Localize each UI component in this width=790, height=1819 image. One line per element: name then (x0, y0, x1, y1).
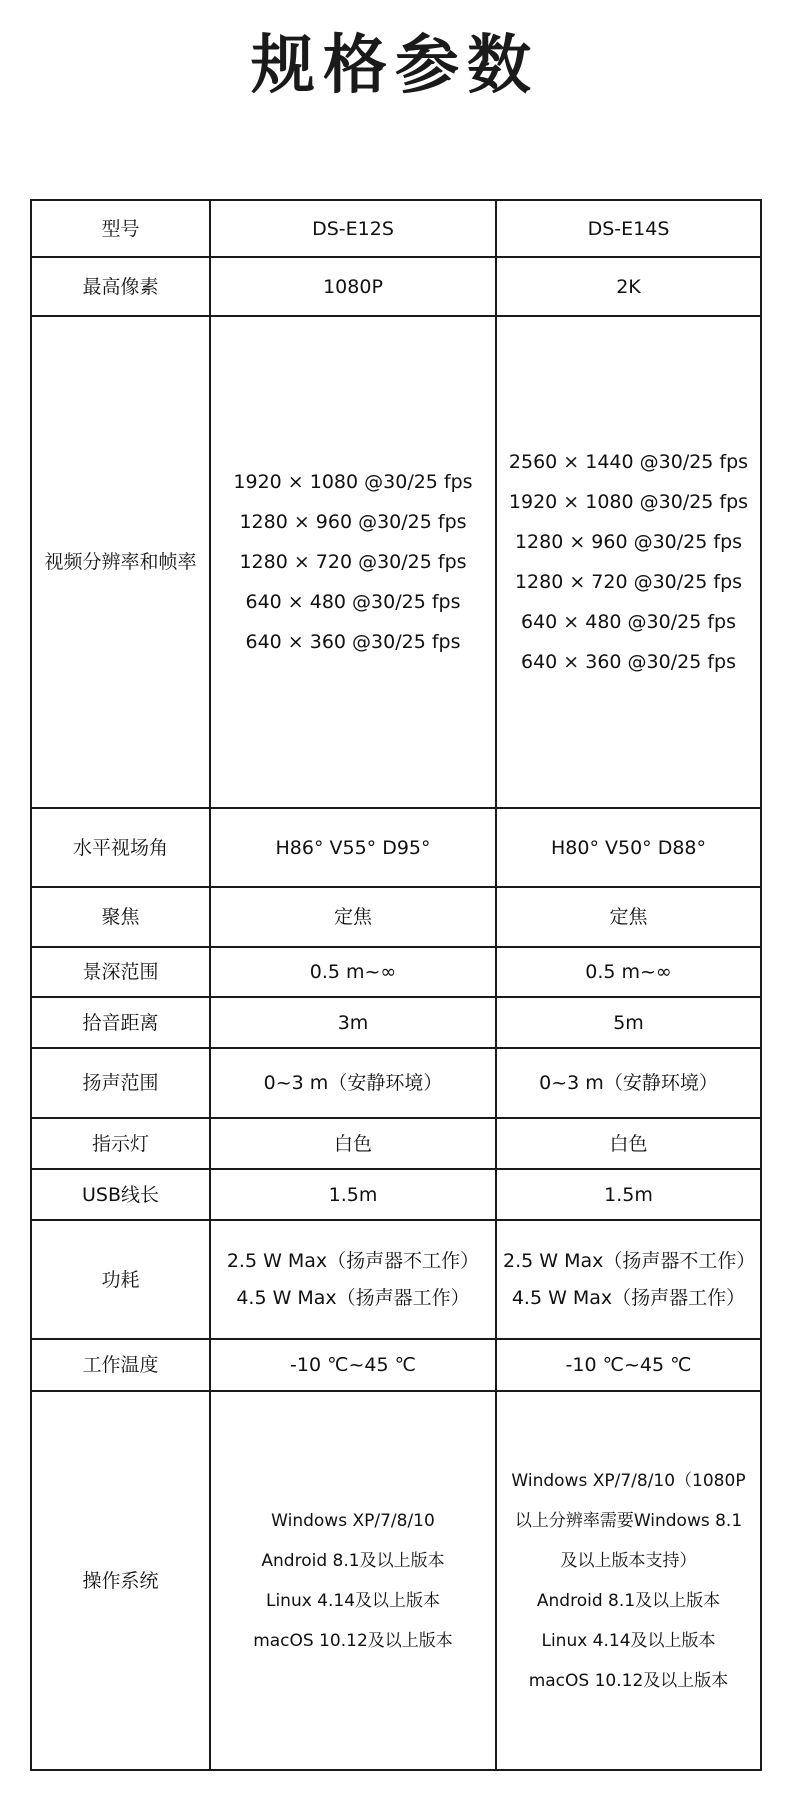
page-title: 规格参数 (251, 29, 539, 103)
spec-value: 2.5 W Max（扬声器不工作） (226, 1249, 480, 1272)
spec-value: H86° V55° D95° (275, 836, 431, 859)
spec-value-cell (496, 887, 761, 947)
spec-row-max_pixels (31, 257, 761, 316)
row-label: 聚焦 (31, 887, 210, 947)
spec-value: 4.5 W Max（扬声器工作） (236, 1286, 470, 1309)
spec-value: 2.5 W Max（扬声器不工作） (503, 1249, 756, 1272)
spec-value: 2560 × 1440 @30/25 fps (508, 451, 749, 473)
spec-value: 1280 × 720 @30/25 fps (239, 551, 467, 573)
spec-value-cell (210, 947, 496, 997)
spec-table (30, 199, 762, 1771)
spec-value: Windows XP/7/8/10 (271, 1510, 435, 1531)
spec-value: 1280 × 960 @30/25 fps (514, 531, 743, 553)
spec-row-speaker (31, 1048, 761, 1118)
row-label: 扬声范围 (31, 1048, 210, 1118)
row-label: 视频分辨率和帧率 (31, 316, 210, 808)
row-label: 功耗 (31, 1220, 210, 1339)
spec-value-cell (210, 257, 496, 316)
spec-value: 1280 × 960 @30/25 fps (239, 511, 467, 533)
spec-value: -10 ℃~45 ℃ (290, 1354, 416, 1376)
spec-row-pickup (31, 997, 761, 1048)
spec-value: 3m (337, 1011, 369, 1034)
spec-row-focus (31, 887, 761, 947)
row-label: 景深范围 (31, 947, 210, 997)
spec-value: Windows XP/7/8/10（1080P (511, 1470, 746, 1491)
spec-value: 1280 × 720 @30/25 fps (514, 571, 743, 593)
spec-value-cell (496, 1339, 761, 1391)
spec-value: 0.5 m~∞ (309, 961, 397, 983)
spec-value-cell (210, 316, 496, 808)
spec-value-cell (210, 1048, 496, 1118)
spec-value: 1920 × 1080 @30/25 fps (508, 491, 749, 513)
spec-value-cell (210, 1339, 496, 1391)
row-label: USB线长 (31, 1169, 210, 1220)
spec-value: 0~3 m（安静环境） (263, 1072, 443, 1094)
spec-value: Linux 4.14及以上版本 (265, 1590, 441, 1611)
spec-value-cell (496, 1048, 761, 1118)
header-row (31, 200, 761, 257)
spec-value-cell (496, 316, 761, 808)
spec-value: Linux 4.14及以上版本 (541, 1630, 716, 1651)
spec-row-fov (31, 808, 761, 887)
spec-value-cell (496, 1118, 761, 1169)
spec-value-cell (496, 1391, 761, 1770)
spec-row-temp (31, 1339, 761, 1391)
spec-row-power (31, 1220, 761, 1339)
spec-value-cell (210, 808, 496, 887)
spec-value: 定焦 (333, 906, 372, 928)
spec-value-cell (210, 1118, 496, 1169)
spec-value-cell (210, 887, 496, 947)
spec-value: macOS 10.12及以上版本 (253, 1630, 453, 1651)
spec-value-cell (496, 997, 761, 1048)
row-label: 指示灯 (31, 1118, 210, 1169)
row-label: 工作温度 (31, 1339, 210, 1391)
spec-value-cell (496, 1169, 761, 1220)
spec-value: 及以上版本支持） (560, 1550, 697, 1571)
spec-value: 5m (613, 1011, 644, 1034)
spec-value: 1.5m (604, 1183, 653, 1206)
row-label: 最高像素 (31, 257, 210, 316)
spec-row-indicator (31, 1118, 761, 1169)
spec-value: 640 × 480 @30/25 fps (245, 591, 461, 613)
spec-value-cell (210, 1220, 496, 1339)
spec-value-cell (210, 1391, 496, 1770)
spec-value: 白色 (609, 1132, 648, 1155)
spec-value: 0~3 m（安静环境） (539, 1072, 718, 1094)
spec-value: 640 × 360 @30/25 fps (520, 651, 736, 673)
spec-value: H80° V50° D88° (550, 836, 707, 859)
spec-value-cell (210, 1169, 496, 1220)
row-label: 拾音距离 (31, 997, 210, 1048)
header-label: 型号 (31, 200, 210, 257)
spec-row-resolution (31, 316, 761, 808)
spec-value: 1920 × 1080 @30/25 fps (233, 471, 473, 493)
spec-value-cell (496, 257, 761, 316)
model-name: DS-E12S (210, 200, 496, 257)
spec-value: 4.5 W Max（扬声器工作） (511, 1286, 746, 1309)
spec-value: 2K (616, 275, 641, 298)
spec-value: 定焦 (609, 906, 648, 928)
spec-value: Android 8.1及以上版本 (536, 1590, 721, 1611)
spec-value-cell (496, 808, 761, 887)
spec-value-cell (496, 1220, 761, 1339)
spec-value: 0.5 m~∞ (585, 961, 672, 983)
spec-value: 640 × 360 @30/25 fps (245, 631, 461, 653)
spec-value: -10 ℃~45 ℃ (565, 1354, 692, 1376)
spec-value: 1080P (323, 275, 383, 298)
spec-row-usb (31, 1169, 761, 1220)
row-label: 操作系统 (31, 1391, 210, 1770)
spec-value: 白色 (333, 1132, 372, 1155)
spec-row-dof (31, 947, 761, 997)
spec-value-cell (496, 947, 761, 997)
spec-value-cell (210, 997, 496, 1048)
spec-value: Android 8.1及以上版本 (261, 1550, 445, 1571)
spec-value: macOS 10.12及以上版本 (528, 1670, 729, 1691)
spec-row-os (31, 1391, 761, 1770)
row-label: 水平视场角 (31, 808, 210, 887)
spec-value: 1.5m (328, 1183, 378, 1206)
model-name: DS-E14S (496, 200, 761, 257)
spec-value: 以上分辨率需要Windows 8.1 (514, 1510, 743, 1531)
spec-value: 640 × 480 @30/25 fps (520, 611, 736, 633)
